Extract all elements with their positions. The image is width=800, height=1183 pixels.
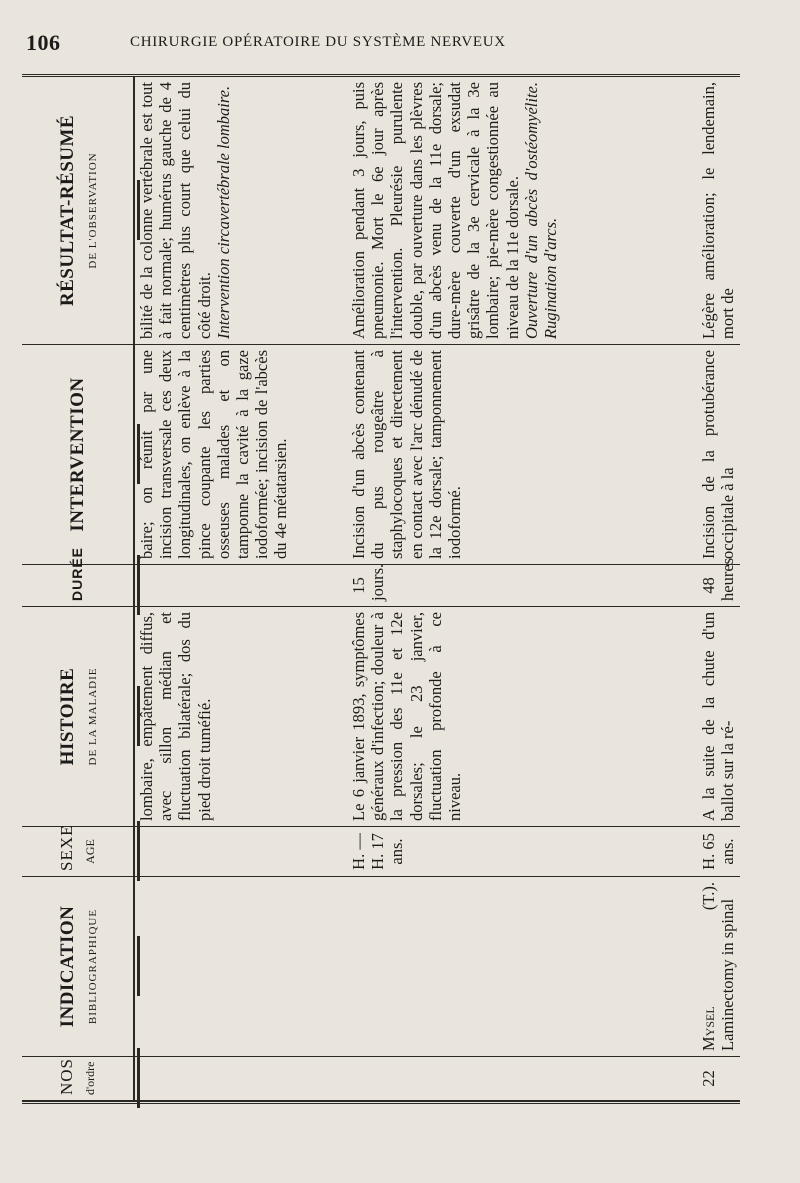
cell-intervention: baire; on réunit par une incision transversale ces deux longitudinales, on enlève à la pince coupante les parties osseuses malades et on tamponne la cavité à la gaze iodoformée; incision de l'abcès du 4e métatarsien. [134, 345, 347, 565]
cell-duree: 48 heures [697, 565, 740, 607]
cell-num [134, 1057, 347, 1101]
continuation-rule [137, 556, 140, 616]
cell-histoire: Le 6 janvier 1893, symptômes généraux d'infection; douleur à la pression des 11e et 12e dorsales; le 23 janvier, fluctuation profonde à ce niveau. [347, 607, 697, 827]
table-row [697, 77, 740, 1101]
cell-intervention: Incision d'un abcès contenant du pus rougeâtre à staphylocoques et directement en contact avec l'arc dénudé de la 12e dorsale; tamponnement iodoformé. [347, 345, 697, 565]
continuation-rule [137, 822, 140, 882]
cell-histoire: A la suite de la chute d'un ballot sur la ré- [697, 607, 740, 827]
col-header-resultat: RÉSULTAT-RÉSUMÉ DE L'OBSERVATION [22, 77, 134, 345]
table-header-row [22, 77, 134, 1101]
col-header-histoire: HISTOIRE DE LA MALADIE [22, 607, 134, 827]
col-header-intervention: INTERVENTION [22, 345, 134, 565]
cell-histoire: lombaire, empâtement diffus, avec sillon médian et fluctuation bilatérale; dos du pied droit tuméfié. [134, 607, 347, 827]
continuation-rule [137, 1049, 140, 1109]
cell-sexe: H. 65 ans. [697, 827, 740, 877]
cell-indication [134, 877, 347, 1057]
cell-duree [134, 565, 347, 607]
cell-resultat: Légère amélioration; le lendemain, mort de [697, 77, 740, 345]
continuation-rule [137, 687, 140, 747]
running-title: CHIRURGIE OPÉRATOIRE DU SYSTÈME NERVEUX [130, 34, 506, 50]
col-header-sexe: SEXE AGE [22, 827, 134, 877]
col-header-indication: INDICATION BIBLIOGRAPHIQUE [22, 877, 134, 1057]
author-name: Mysel (T.). [699, 882, 718, 1051]
cell-num: 22 [697, 1057, 740, 1101]
table-row [134, 77, 347, 1101]
cell-indication: Mysel (T.). Laminectomy in spinal [697, 877, 740, 1057]
col-header-duree: DURÉE [22, 565, 134, 607]
cell-sexe [134, 827, 347, 877]
rotated-table-container [22, 77, 740, 1101]
cell-duree: 15 jours. [347, 565, 697, 607]
col-header-num: NOS d'ordre [22, 1057, 134, 1101]
table-frame [22, 74, 740, 1104]
cell-resultat: bilité de la colonne vertébrale est tout à fait normale; humérus gauche de 4 centimètres plus court que celui du côté droit. Intervention circavertébrale lombaire. [134, 77, 347, 345]
continuation-rule [137, 425, 140, 485]
table-row [347, 77, 697, 1101]
cell-intervention: Incision de la protubérance occipitale à la [697, 345, 740, 565]
cell-indication [347, 877, 697, 1057]
page-number: 106 [26, 30, 61, 55]
cell-resultat: Amélioration pendant 3 jours, puis pneumonie. Mort le 6e jour après l'intervention. Pleurésie purulente double, par ouverture dans les plèvres d'un abcès venu de la 11e dorsale; dure-mère couverte d'un exsudat grisâtre de la 3e cervicale à la 3e lombaire; pie-mère congestionnée au niveau de la 11e dorsale. Ouverture d'un abcès d'ostéomyélite. Rugination d'arcs. [347, 77, 697, 345]
cell-num [347, 1057, 697, 1101]
continuation-rule [137, 181, 140, 241]
continuation-rule [137, 937, 140, 997]
cell-sexe: H. — H. 17 ans. [347, 827, 697, 877]
page-header [26, 24, 766, 60]
observations-table [22, 76, 740, 1101]
